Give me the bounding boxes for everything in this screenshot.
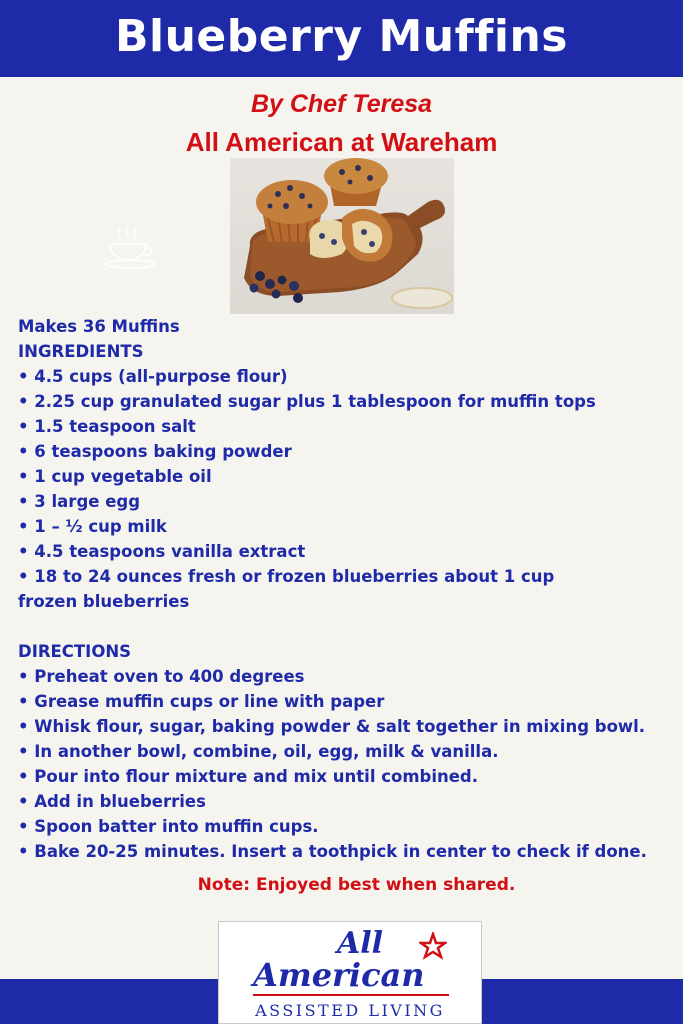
- ingredient-item: • 1.5 teaspoon salt: [18, 417, 196, 436]
- direction-step: • Bake 20-25 minutes. Insert a toothpick in center to check if done.: [18, 842, 647, 861]
- muffin-photo: [230, 158, 454, 314]
- direction-step: • Whisk flour, sugar, baking powder & salt together in mixing bowl.: [18, 717, 646, 736]
- company-logo: [218, 921, 482, 1024]
- ingredient-item: • 4.5 teaspoons vanilla extract: [18, 542, 306, 561]
- direction-step: • Grease muffin cups or line with paper: [18, 692, 385, 711]
- logo-subtitle: ASSISTED LIVING: [255, 1001, 445, 1020]
- coffee-cup-icon: [104, 224, 158, 270]
- direction-step: • Preheat oven to 400 degrees: [18, 667, 305, 686]
- chef-byline: By Chef Teresa: [250, 90, 433, 118]
- recipe-body: [18, 314, 668, 864]
- logo-word-american: American: [253, 956, 425, 994]
- title-banner: [0, 0, 683, 77]
- ingredients-list: [18, 364, 668, 614]
- page-title: Blueberry Muffins: [114, 11, 568, 62]
- ingredient-item: • 18 to 24 ounces fresh or frozen blueberries about 1 cup frozen blueberries: [18, 567, 555, 611]
- logo-word-all: All: [337, 926, 384, 961]
- direction-step: • Add in blueberries: [18, 792, 206, 811]
- direction-step: • Pour into flour mixture and mix until combined.: [18, 767, 479, 786]
- yield-text: Makes 36 Muffins: [18, 317, 180, 336]
- ingredients-heading: INGREDIENTS: [18, 342, 144, 361]
- ingredient-item: • 1 cup vegetable oil: [18, 467, 212, 486]
- ingredient-item: • 3 large egg: [18, 492, 141, 511]
- direction-step: • In another bowl, combine, oil, egg, milk & vanilla.: [18, 742, 499, 761]
- ingredient-item: • 4.5 cups (all-purpose flour): [18, 367, 288, 386]
- directions-heading: DIRECTIONS: [18, 642, 132, 661]
- directions-list: [18, 664, 668, 864]
- ingredient-item: • 6 teaspoons baking powder: [18, 442, 292, 461]
- ingredient-item: • 2.25 cup granulated sugar plus 1 tablespoon for muffin tops: [18, 392, 596, 411]
- location-title: All American at Wareham: [185, 127, 498, 157]
- ingredient-item: • 1 – ½ cup milk: [18, 517, 167, 536]
- direction-step: • Spoon batter into muffin cups.: [18, 817, 319, 836]
- logo-underline: [253, 994, 449, 996]
- serving-note: Note: Enjoyed best when shared.: [197, 875, 516, 895]
